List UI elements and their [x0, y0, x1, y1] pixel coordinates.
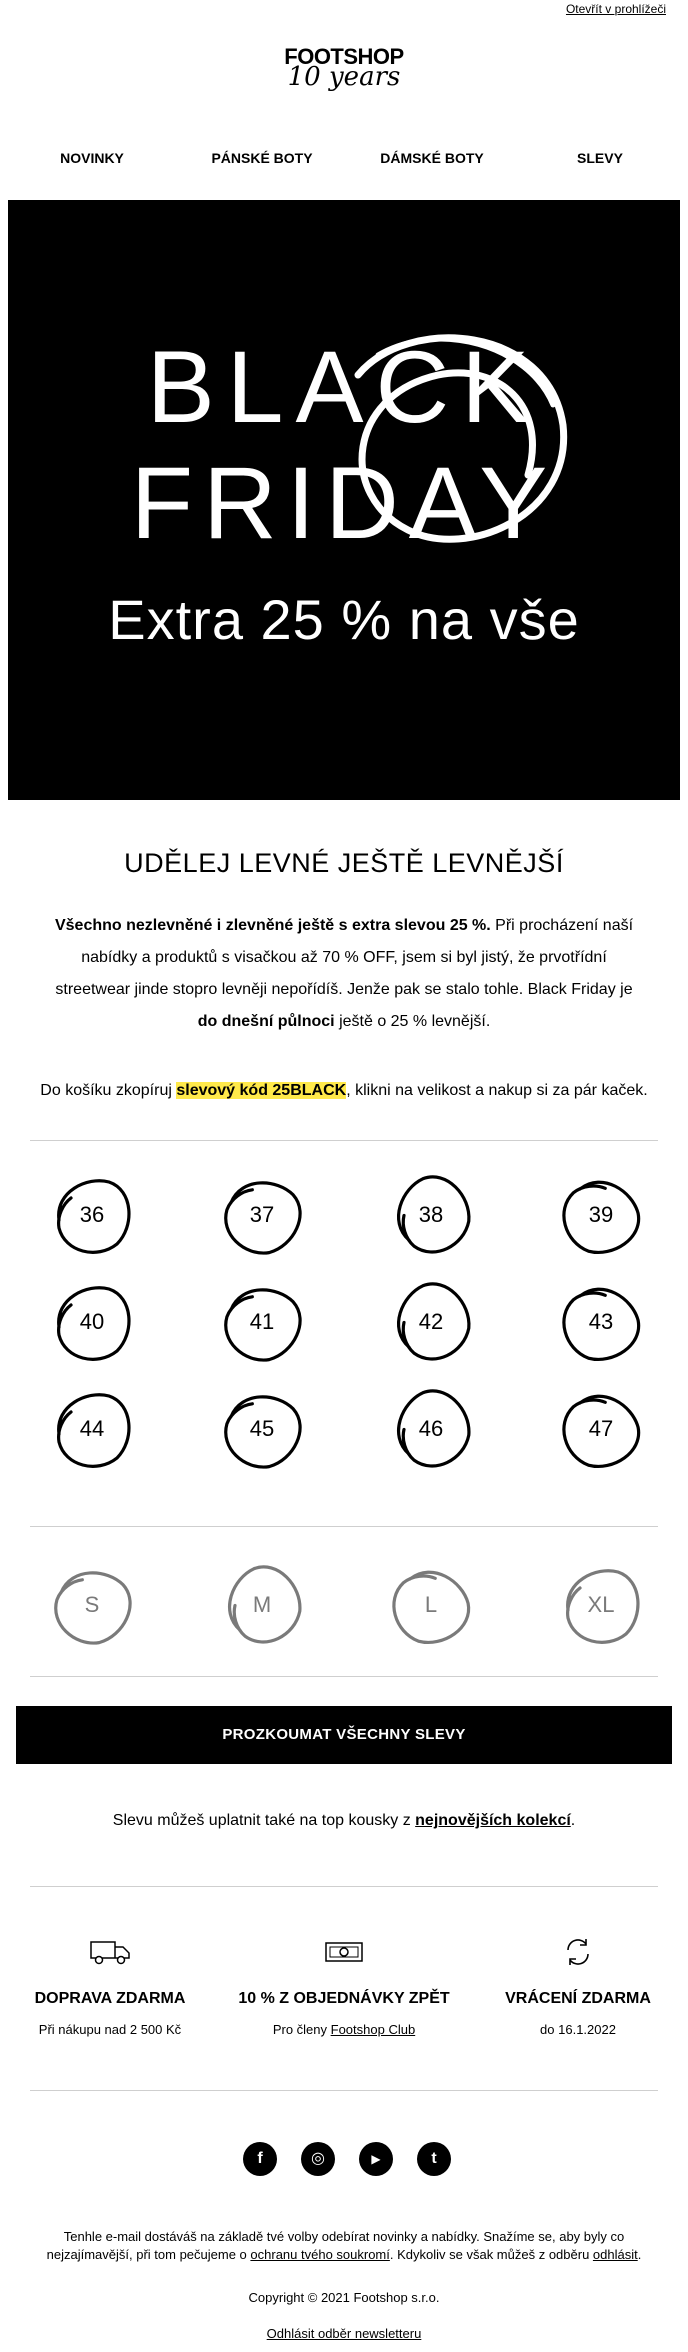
- size-option-44[interactable]: [47, 1384, 137, 1474]
- benefit-free-returns: [468, 1932, 688, 2037]
- size-option-42[interactable]: [386, 1277, 476, 1367]
- divider: [30, 1676, 658, 1677]
- benefit-title: VRÁCENÍ ZDARMA: [505, 1990, 651, 2007]
- hero-title-friday: FRIDAY: [130, 446, 558, 560]
- open-in-browser-link[interactable]: Otevřít v prohlížeči: [565, 2, 666, 16]
- divider: [30, 1526, 658, 1527]
- size-label: 38: [418, 1202, 444, 1227]
- size-option-xl[interactable]: [556, 1560, 646, 1650]
- unsubscribe-link[interactable]: Odhlásit odběr newsletteru: [266, 2326, 422, 2341]
- footer-text-3: .: [637, 2247, 642, 2262]
- truck-icon: [89, 1938, 131, 1966]
- size-label: S: [84, 1592, 100, 1617]
- size-label: 45: [249, 1416, 275, 1441]
- size-option-37[interactable]: [217, 1170, 307, 1260]
- promo-code-highlight: slevový kód 25BLACK: [176, 1082, 347, 1099]
- size-option-41[interactable]: [217, 1277, 307, 1367]
- benefit-cashback: [234, 1932, 454, 2037]
- benefit-title: 10 % Z OBJEDNÁVKY ZPĚT: [238, 1990, 450, 2007]
- intro-bold-2: do dnešní půlnoci: [197, 1013, 335, 1030]
- benefit-title: DOPRAVA ZDARMA: [34, 1990, 186, 2007]
- size-option-m[interactable]: [217, 1560, 307, 1650]
- intro-text-1: Při procházení naší nabídky a produktů s visačkou až 70 % OFF, jsem si byl jistý, že prvotřídní streetwear jinde stopro levněji nepořídíš. Jenže pak se stalo tohle. Black Friday je: [55, 917, 634, 998]
- note-text-2: .: [570, 1812, 576, 1829]
- unsubscribe-inline-link[interactable]: odhlásit: [592, 2247, 638, 2262]
- benefit-free-shipping: [0, 1932, 220, 2037]
- size-label: XL: [587, 1592, 615, 1617]
- promo-code-paragraph: [30, 1076, 658, 1106]
- size-option-s[interactable]: [47, 1560, 137, 1650]
- divider: [30, 2090, 658, 2091]
- intro-paragraph: [50, 910, 638, 1038]
- nav-item-damske-boty[interactable]: DÁMSKÉ BOTY: [380, 150, 484, 166]
- footer-text-2: . Kdykoliv se však můžeš z odběru: [389, 2247, 593, 2262]
- promo-text-2: , klikni na velikost a nakup si za pár kaček.: [346, 1082, 648, 1099]
- benefit-subtitle: do 16.1.2022: [540, 2022, 616, 2037]
- size-label: 44: [79, 1416, 105, 1441]
- size-option-39[interactable]: [556, 1170, 646, 1260]
- size-option-43[interactable]: [556, 1277, 646, 1367]
- instagram-icon[interactable]: ◎: [301, 2142, 335, 2176]
- size-option-46[interactable]: [386, 1384, 476, 1474]
- benefit-subtitle: Při nákupu nad 2 500 Kč: [38, 2022, 182, 2037]
- note-text-1: Slevu můžeš uplatnit také na top kousky z: [112, 1812, 416, 1829]
- size-label: 46: [418, 1416, 444, 1441]
- intro-text-2: ještě o 25 % levnější.: [334, 1013, 491, 1030]
- intro-bold-1: Všechno nezlevněné i zlevněné ještě s extra slevou 25 %.: [54, 917, 491, 934]
- refresh-icon: [562, 1936, 594, 1968]
- main-nav: [0, 150, 688, 170]
- size-label: M: [252, 1592, 272, 1617]
- footer-disclaimer: [30, 2228, 658, 2264]
- size-label: 39: [588, 1202, 614, 1227]
- divider: [30, 1886, 658, 1887]
- size-label: 47: [588, 1416, 614, 1441]
- nav-item-panske-boty[interactable]: PÁNSKÉ BOTY: [211, 150, 313, 166]
- youtube-icon[interactable]: ▶: [359, 2142, 393, 2176]
- logo-wordmark: FOOTSHOP: [284, 44, 404, 69]
- size-option-38[interactable]: [386, 1170, 476, 1260]
- privacy-link[interactable]: ochranu tvého soukromí: [250, 2247, 390, 2262]
- size-option-40[interactable]: [47, 1277, 137, 1367]
- size-label: 43: [588, 1309, 614, 1334]
- hero-banner[interactable]: [8, 200, 680, 800]
- size-option-45[interactable]: [217, 1384, 307, 1474]
- page-title: UDĚLEJ LEVNÉ JEŠTĚ LEVNĚJŠÍ: [124, 848, 564, 878]
- size-label: L: [424, 1592, 438, 1617]
- size-label: 42: [418, 1309, 444, 1334]
- logo-10-years: 10 years: [287, 62, 401, 92]
- size-label: 41: [249, 1309, 275, 1334]
- facebook-icon[interactable]: f: [243, 2142, 277, 2176]
- copyright: Copyright © 2021 Footshop s.r.o.: [248, 2290, 440, 2305]
- benefit-subtitle-prefix: Pro členy: [272, 2022, 331, 2037]
- size-option-36[interactable]: [47, 1170, 137, 1260]
- nav-item-novinky[interactable]: NOVINKY: [60, 150, 124, 166]
- nav-item-slevy[interactable]: SLEVY: [577, 150, 623, 166]
- collections-note: [0, 1812, 688, 1830]
- size-label: 40: [79, 1309, 105, 1334]
- promo-text-1: Do košíku zkopíruj: [40, 1082, 177, 1099]
- footshop-club-link[interactable]: Footshop Club: [330, 2022, 416, 2037]
- size-option-l[interactable]: [386, 1560, 476, 1650]
- twitter-icon[interactable]: t: [417, 2142, 451, 2176]
- benefit-subtitle: [234, 2022, 454, 2037]
- size-label: 36: [79, 1202, 105, 1227]
- size-option-47[interactable]: [556, 1384, 646, 1474]
- explore-sales-button[interactable]: PROZKOUMAT VŠECHNY SLEVY: [16, 1706, 672, 1764]
- size-label: 37: [249, 1202, 275, 1227]
- social-links: [0, 2142, 688, 2176]
- banknote-icon: [324, 1940, 364, 1964]
- newest-collections-link[interactable]: nejnovějších kolekcí: [415, 1812, 571, 1829]
- divider: [30, 1140, 658, 1141]
- hero-title-black: BLACK: [146, 330, 542, 444]
- hero-subtitle: Extra 25 % na vše: [108, 588, 580, 651]
- logo[interactable]: [0, 46, 688, 90]
- footer-text-1: Tenhle e-mail dostáváš na základě tvé volby odebírat novinky a nabídky. Snažíme se, aby byly co nejzajímavější, při tom pečujeme o: [46, 2229, 625, 2262]
